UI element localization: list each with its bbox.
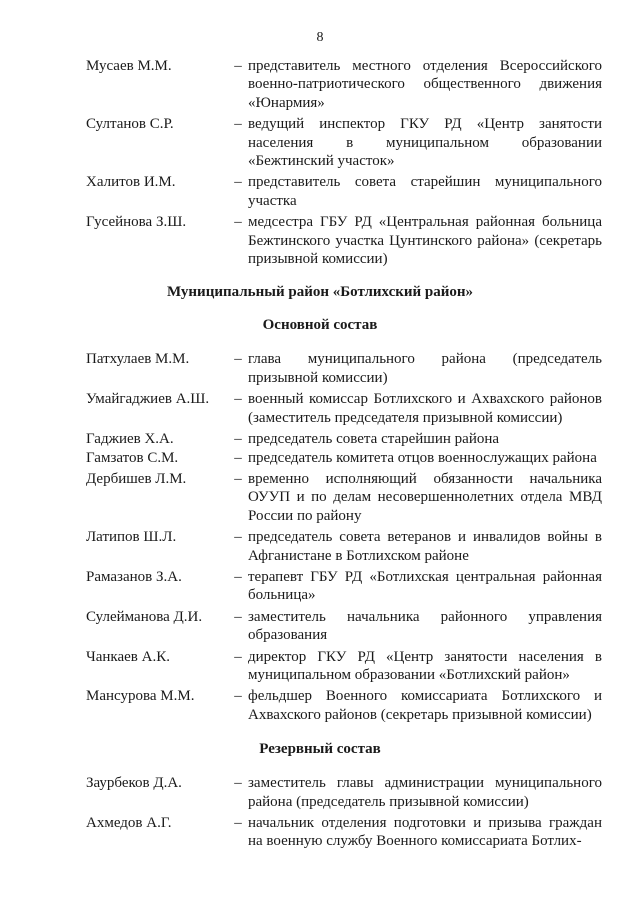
dash: – xyxy=(234,529,242,546)
member-name: Гусейнова З.Ш. xyxy=(86,214,187,231)
member-list-top xyxy=(86,57,602,268)
dash: – xyxy=(234,351,242,368)
dash: – xyxy=(234,214,242,231)
member-name: Сулейманова Д.И. xyxy=(86,608,203,625)
member-entry xyxy=(86,568,602,605)
member-role: ведущий инспектор ГКУ РД «Центр занятости населения в муниципальном образовании «Бежтинский участок» xyxy=(248,116,602,170)
member-entry xyxy=(86,115,602,170)
member-role: глава муниципального района (председатель призывной комиссии) xyxy=(248,351,602,386)
dash: – xyxy=(234,470,242,487)
dash: – xyxy=(234,58,242,74)
dash: – xyxy=(234,815,242,831)
member-name: Султанов С.Р. xyxy=(86,116,174,133)
dash: – xyxy=(234,688,242,705)
member-name: Мусаев М.М. xyxy=(86,58,172,74)
member-name: Умайгаджиев А.Ш. xyxy=(86,391,210,408)
member-name: Гамзатов С.М. xyxy=(86,449,179,466)
member-entry xyxy=(86,213,602,268)
member-name: Патхулаев М.М. xyxy=(86,351,190,368)
member-entry xyxy=(86,57,602,112)
member-name: Гаджиев Х.А. xyxy=(86,431,174,448)
member-role: терапевт ГБУ РД «Ботлихская центральная районная больница» xyxy=(248,568,602,604)
member-role: заместитель начальника районного управления образования xyxy=(248,608,602,644)
member-name: Латипов Ш.Л. xyxy=(86,529,177,546)
member-name: Дербишев Л.М. xyxy=(86,470,187,487)
member-role: временно исполняющий обязанности начальника ОУУП и по делам несовершеннолетних отдела МВД России по району xyxy=(248,470,602,524)
member-role: медсестра ГБУ РД «Центральная районная больница Бежтинского участка Цунтинского района» (секретарь призывной комиссии) xyxy=(248,214,602,268)
dash: – xyxy=(234,431,242,448)
member-entry xyxy=(86,430,602,448)
dash: – xyxy=(234,174,242,191)
dash: – xyxy=(234,775,242,792)
member-role: представитель местного отделения Всероссийского военно-патриотического общественного движения «Юнармия» xyxy=(248,58,602,111)
dash: – xyxy=(234,608,242,625)
member-role: председатель комитета отцов военнослужащих района xyxy=(248,449,597,466)
member-name: Рамазанов З.А. xyxy=(86,568,182,585)
district-heading: Муниципальный район «Ботлихский район» xyxy=(166,284,474,301)
dash: – xyxy=(234,449,242,466)
member-role: председатель совета старейшин района xyxy=(248,431,500,448)
member-entry xyxy=(86,814,602,851)
main-composition-heading: Основной состав xyxy=(262,317,378,334)
member-list-main xyxy=(86,350,602,724)
member-entry xyxy=(86,687,602,724)
member-name: Халитов И.М. xyxy=(86,174,176,191)
page-number: 8 xyxy=(316,30,324,45)
member-role: заместитель главы администрации муниципального района (председатель призывной комиссии) xyxy=(248,775,602,810)
member-role: представитель совета старейшин муниципального участка xyxy=(248,174,602,209)
member-entry xyxy=(86,350,602,387)
member-role: директор ГКУ РД «Центр занятости населения в муниципальном образовании «Ботлихский район» xyxy=(248,648,602,683)
member-entry xyxy=(86,528,602,565)
member-entry xyxy=(86,470,602,525)
member-role: фельдшер Военного комиссариата Ботлихского и Ахвахского районов (секретарь призывной комиссии) xyxy=(248,688,602,723)
dash: – xyxy=(234,648,242,665)
member-name: Мансурова М.М. xyxy=(86,688,195,705)
document-body xyxy=(86,57,602,854)
member-name: Чанкаев А.К. xyxy=(86,648,170,665)
member-role: военный комиссар Ботлихского и Ахвахского районов (заместитель председателя призывной комиссии) xyxy=(248,391,602,426)
member-entry xyxy=(86,173,602,210)
member-entry xyxy=(86,390,602,427)
reserve-composition-heading: Резервный состав xyxy=(259,741,381,758)
dash: – xyxy=(234,116,242,133)
member-role: председатель совета ветеранов и инвалидов войны в Афганистане в Ботлихском районе xyxy=(248,529,602,564)
member-name: Заурбеков Д.А. xyxy=(86,775,182,792)
member-name: Ахмедов А.Г. xyxy=(86,815,172,831)
member-list-reserve xyxy=(86,774,602,851)
member-entry xyxy=(86,608,602,645)
dash: – xyxy=(234,568,242,585)
member-role: начальник отделения подготовки и призыва граждан на военную службу Военного комиссариата Ботлих- xyxy=(248,815,602,850)
member-entry xyxy=(86,449,602,467)
member-entry xyxy=(86,774,602,811)
member-entry xyxy=(86,648,602,685)
dash: – xyxy=(234,391,242,408)
